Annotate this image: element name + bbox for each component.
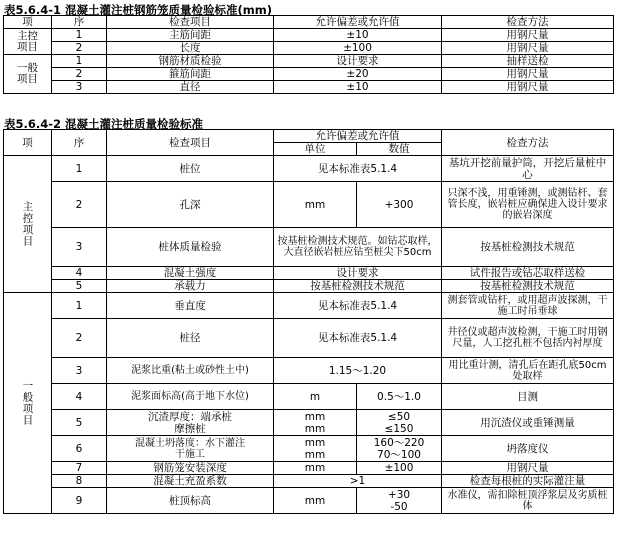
row-no: 5 xyxy=(52,280,107,293)
row-no: 6 xyxy=(52,436,107,462)
row-no: 3 xyxy=(52,228,107,267)
row-method: 用钢尺量 xyxy=(442,42,614,55)
header-allowance: 允许偏差或允许值 xyxy=(274,16,442,29)
row-method: 按基桩检测技术规范 xyxy=(442,228,614,267)
header-method: 检查方法 xyxy=(442,130,614,156)
header-no: 序 xyxy=(52,130,107,156)
table-row xyxy=(4,81,614,94)
table-row xyxy=(4,42,614,55)
table-row xyxy=(4,267,614,280)
table1-caption: 表5.6.4-1 混凝土灌注桩钢筋笼质量检验标准(mm) xyxy=(4,3,272,17)
row-item: 桩体质量检验 xyxy=(107,228,274,267)
table-row xyxy=(4,488,614,514)
row-unit: mm mm xyxy=(274,410,357,436)
table-row xyxy=(4,462,614,475)
group-label: 主控项目 xyxy=(4,156,52,293)
row-value: ±100 xyxy=(357,462,442,475)
row-item: 钢筋笼安装深度 xyxy=(107,462,274,475)
row-no: 4 xyxy=(52,384,107,410)
row-no: 2 xyxy=(52,68,107,81)
row-value: ±20 xyxy=(274,68,442,81)
table-row xyxy=(4,293,614,319)
row-method: 检查每根桩的实际灌注量 xyxy=(442,475,614,488)
row-no: 5 xyxy=(52,410,107,436)
row-value: ±10 xyxy=(274,29,442,42)
row-value: 160～220 70～100 xyxy=(357,436,442,462)
row-no: 9 xyxy=(52,488,107,514)
row-method: 测套管或钻杆，或用超声波探测，干施工时吊垂球 xyxy=(442,293,614,319)
row-method: 用钢尺量 xyxy=(442,68,614,81)
row-unit: mm xyxy=(274,488,357,514)
table-row xyxy=(4,156,614,182)
table-row xyxy=(4,319,614,358)
row-method: 用钢尺量 xyxy=(442,29,614,42)
table-row xyxy=(4,436,614,462)
header-no: 序 xyxy=(52,16,107,29)
header-value: 数值 xyxy=(357,143,442,156)
row-item: 桩位 xyxy=(107,156,274,182)
pile-quality-inspection-table xyxy=(3,129,614,514)
row-no: 2 xyxy=(52,42,107,55)
row-allowance: 见本标准表5.1.4 xyxy=(274,293,442,319)
row-value: +30 -50 xyxy=(357,488,442,514)
row-item: 钢筋材质检验 xyxy=(107,55,274,68)
row-method: 用钢尺量 xyxy=(442,462,614,475)
row-item: 长度 xyxy=(107,42,274,55)
header-item: 检查项目 xyxy=(107,130,274,156)
row-method: 按基桩检测技术规范 xyxy=(442,280,614,293)
row-value: 设计要求 xyxy=(274,55,442,68)
row-unit: mm xyxy=(274,462,357,475)
row-method: 抽样送检 xyxy=(442,55,614,68)
row-method: 坍落度仪 xyxy=(442,436,614,462)
row-unit: mm mm xyxy=(274,436,357,462)
group-label: 一般项目 xyxy=(4,293,52,514)
row-item: 混凝土强度 xyxy=(107,267,274,280)
row-item: 泥浆面标高(高于地下水位) xyxy=(107,384,274,410)
header-allowance: 允许偏差或允许值 xyxy=(274,130,442,143)
header-item: 检查项目 xyxy=(107,16,274,29)
row-item: 孔深 xyxy=(107,182,274,228)
steel-cage-inspection-table xyxy=(3,15,614,94)
row-value: ≤50 ≤150 xyxy=(357,410,442,436)
row-method: 井径仪或超声波检测，干施工时用钢尺量，人工挖孔桩不包括内衬厚度 xyxy=(442,319,614,358)
row-no: 1 xyxy=(52,29,107,42)
table-row xyxy=(4,280,614,293)
row-item: 混凝土坍落度：水下灌注 干施工 xyxy=(107,436,274,462)
row-item: 泥浆比重(粘土或砂性土中) xyxy=(107,358,274,384)
table-header-row xyxy=(4,130,614,143)
header-group: 项 xyxy=(4,130,52,156)
table-row xyxy=(4,228,614,267)
row-value: 0.5～1.0 xyxy=(357,384,442,410)
table-row xyxy=(4,475,614,488)
row-method: 水准仪，需扣除桩顶浮浆层及劣质桩体 xyxy=(442,488,614,514)
row-no: 1 xyxy=(52,55,107,68)
row-item: 主筋间距 xyxy=(107,29,274,42)
header-method: 检查方法 xyxy=(442,16,614,29)
row-unit: mm xyxy=(274,182,357,228)
row-item: 混凝土充盈系数 xyxy=(107,475,274,488)
table-row xyxy=(4,182,614,228)
header-unit: 单位 xyxy=(274,143,357,156)
row-item: 桩顶标高 xyxy=(107,488,274,514)
row-allowance: 见本标准表5.1.4 xyxy=(274,156,442,182)
row-item: 承载力 xyxy=(107,280,274,293)
row-value: ±10 xyxy=(274,81,442,94)
row-unit: m xyxy=(274,384,357,410)
row-no: 1 xyxy=(52,156,107,182)
row-allowance: 设计要求 xyxy=(274,267,442,280)
row-item: 箍筋间距 xyxy=(107,68,274,81)
row-method: 用沉渣仪或重锤测量 xyxy=(442,410,614,436)
row-method: 目测 xyxy=(442,384,614,410)
row-no: 2 xyxy=(52,319,107,358)
row-method: 只深不浅，用重锤测，或测钻杆、套管长度，嵌岩桩应确保进入设计要求的嵌岩深度 xyxy=(442,182,614,228)
table-row xyxy=(4,29,614,42)
table-row xyxy=(4,55,614,68)
row-method: 基坑开挖前量护筒，开挖后量桩中心 xyxy=(442,156,614,182)
row-item: 直径 xyxy=(107,81,274,94)
row-allowance: >1 xyxy=(274,475,442,488)
table2-caption: 表5.6.4-2 混凝土灌注桩质量检验标准 xyxy=(4,117,204,131)
row-no: 7 xyxy=(52,462,107,475)
group-label: 主控 项目 xyxy=(4,29,52,55)
row-no: 2 xyxy=(52,182,107,228)
group-label: 一般 项目 xyxy=(4,55,52,94)
row-method: 用钢尺量 xyxy=(442,81,614,94)
row-allowance: 1.15～1.20 xyxy=(274,358,442,384)
row-no: 1 xyxy=(52,293,107,319)
table-row xyxy=(4,384,614,410)
table-row xyxy=(4,410,614,436)
header-group: 项 xyxy=(4,16,52,29)
row-item: 桩径 xyxy=(107,319,274,358)
table-row xyxy=(4,68,614,81)
row-allowance: 见本标准表5.1.4 xyxy=(274,319,442,358)
row-allowance: 按基桩检测技术规范 xyxy=(274,280,442,293)
row-value: ±100 xyxy=(274,42,442,55)
row-method: 试件报告或钻芯取样送检 xyxy=(442,267,614,280)
row-no: 8 xyxy=(52,475,107,488)
table-header-row xyxy=(4,16,614,29)
row-no: 3 xyxy=(52,358,107,384)
row-no: 4 xyxy=(52,267,107,280)
row-item: 沉渣厚度：端承桩 摩擦桩 xyxy=(107,410,274,436)
table-row xyxy=(4,358,614,384)
row-value: +300 xyxy=(357,182,442,228)
row-no: 3 xyxy=(52,81,107,94)
row-allowance: 按基桩检测技术规范。如钻芯取样，大直径嵌岩桩应钻至桩尖下50cm xyxy=(274,228,442,267)
row-item: 垂直度 xyxy=(107,293,274,319)
row-method: 用比重计测，清孔后在距孔底50cm处取样 xyxy=(442,358,614,384)
